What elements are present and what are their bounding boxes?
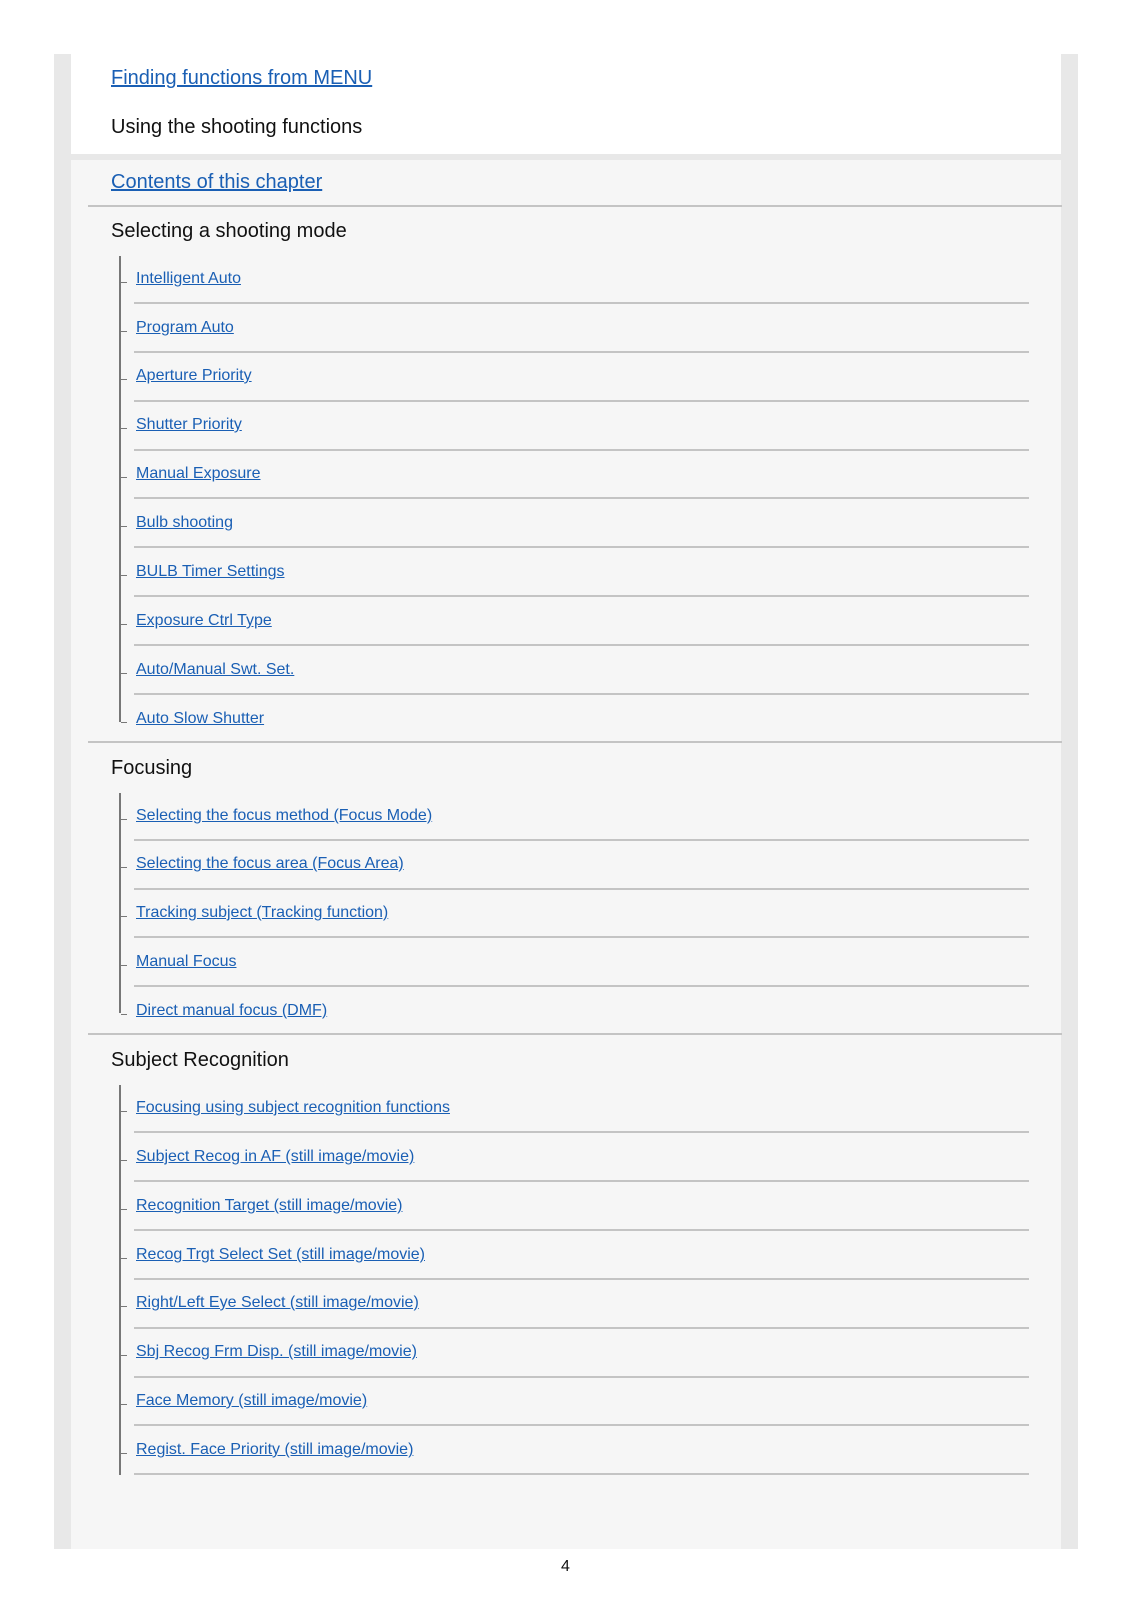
menu-link-exposure-ctrl-type[interactable]: Exposure Ctrl Type xyxy=(136,612,272,629)
page-frame xyxy=(54,54,1078,1549)
menu-link-focusing-subject-recognition[interactable]: Focusing using subject recognition functions xyxy=(136,1099,450,1116)
menu-link-regist-face-priority[interactable]: Regist. Face Priority (still image/movie) xyxy=(136,1441,414,1458)
menu-link-right-left-eye-select[interactable]: Right/Left Eye Select (still image/movie) xyxy=(136,1294,419,1311)
tree-tick xyxy=(121,379,127,380)
item-divider xyxy=(134,1376,1029,1378)
menu-link-manual-focus[interactable]: Manual Focus xyxy=(136,953,237,970)
tree-tick xyxy=(121,575,127,576)
menu-link-bulb-timer-settings[interactable]: BULB Timer Settings xyxy=(136,563,285,580)
item-divider xyxy=(134,449,1029,451)
group-heading-subject-recognition: Subject Recognition xyxy=(111,1049,289,1071)
menu-link-sbj-recog-frm-disp[interactable]: Sbj Recog Frm Disp. (still image/movie) xyxy=(136,1343,417,1360)
divider xyxy=(88,741,1062,743)
tree-tick xyxy=(121,282,127,283)
contents-of-chapter-link[interactable]: Contents of this chapter xyxy=(111,171,323,193)
tree-tick xyxy=(121,1404,127,1405)
tree-line xyxy=(119,793,121,1013)
tree-tick xyxy=(121,722,127,723)
item-divider xyxy=(134,644,1029,646)
menu-link-tracking-subject[interactable]: Tracking subject (Tracking function) xyxy=(136,904,389,921)
item-divider xyxy=(134,1278,1029,1280)
tree-tick xyxy=(121,477,127,478)
item-divider xyxy=(134,400,1029,402)
tree-tick xyxy=(121,1258,127,1259)
tree-tick xyxy=(121,673,127,674)
menu-link-recog-trgt-select-set[interactable]: Recog Trgt Select Set (still image/movie) xyxy=(136,1246,425,1263)
menu-link-bulb-shooting[interactable]: Bulb shooting xyxy=(136,514,233,531)
group-heading-shooting-mode: Selecting a shooting mode xyxy=(111,220,347,242)
menu-link-face-memory[interactable]: Face Memory (still image/movie) xyxy=(136,1392,368,1409)
menu-link-program-auto[interactable]: Program Auto xyxy=(136,319,234,336)
tree-tick xyxy=(121,867,127,868)
tree-tick xyxy=(121,1160,127,1161)
menu-link-direct-manual-focus[interactable]: Direct manual focus (DMF) xyxy=(136,1002,328,1019)
item-divider xyxy=(134,497,1029,499)
item-divider xyxy=(134,1473,1029,1475)
item-divider xyxy=(134,1131,1029,1133)
item-divider xyxy=(134,302,1029,304)
menu-link-recognition-target[interactable]: Recognition Target (still image/movie) xyxy=(136,1197,403,1214)
tree-tick xyxy=(121,331,127,332)
tree-tick xyxy=(121,1209,127,1210)
menu-link-aperture-priority[interactable]: Aperture Priority xyxy=(136,367,252,384)
menu-link-intelligent-auto[interactable]: Intelligent Auto xyxy=(136,270,241,287)
tree-line xyxy=(119,256,121,722)
menu-link-focus-mode[interactable]: Selecting the focus method (Focus Mode) xyxy=(136,807,433,824)
tree-tick xyxy=(121,1014,127,1015)
header-panel xyxy=(71,54,1061,154)
divider xyxy=(88,1033,1062,1035)
tree-line xyxy=(119,1085,121,1475)
item-divider xyxy=(134,1424,1029,1426)
item-divider xyxy=(134,1180,1029,1182)
tree-tick xyxy=(121,1111,127,1112)
chapter-contents-panel xyxy=(71,160,1061,1549)
item-divider xyxy=(134,1327,1029,1329)
group-heading-focusing: Focusing xyxy=(111,757,193,779)
item-divider xyxy=(134,985,1029,987)
item-divider xyxy=(134,693,1029,695)
tree-tick xyxy=(121,1355,127,1356)
item-divider xyxy=(134,595,1029,597)
tree-tick xyxy=(121,526,127,527)
menu-link-auto-slow-shutter[interactable]: Auto Slow Shutter xyxy=(136,710,265,727)
item-divider xyxy=(134,546,1029,548)
menu-link-shutter-priority[interactable]: Shutter Priority xyxy=(136,416,242,433)
menu-link-focus-area[interactable]: Selecting the focus area (Focus Area) xyxy=(136,855,404,872)
page-number: 4 xyxy=(561,1558,570,1575)
item-divider xyxy=(134,888,1029,890)
section-title: Using the shooting functions xyxy=(111,116,363,138)
item-divider xyxy=(134,839,1029,841)
tree-tick xyxy=(121,965,127,966)
menu-link-auto-manual-swt-set[interactable]: Auto/Manual Swt. Set. xyxy=(136,661,295,678)
tree-tick xyxy=(121,916,127,917)
menu-link-manual-exposure[interactable]: Manual Exposure xyxy=(136,465,261,482)
tree-tick xyxy=(121,1306,127,1307)
tree-tick xyxy=(121,624,127,625)
finding-functions-link[interactable]: Finding functions from MENU xyxy=(111,67,373,89)
item-divider xyxy=(134,936,1029,938)
item-divider xyxy=(134,1229,1029,1231)
tree-tick xyxy=(121,428,127,429)
tree-tick xyxy=(121,1453,127,1454)
tree-tick xyxy=(121,819,127,820)
menu-link-subject-recog-in-af[interactable]: Subject Recog in AF (still image/movie) xyxy=(136,1148,415,1165)
divider xyxy=(88,205,1062,207)
item-divider xyxy=(134,351,1029,353)
